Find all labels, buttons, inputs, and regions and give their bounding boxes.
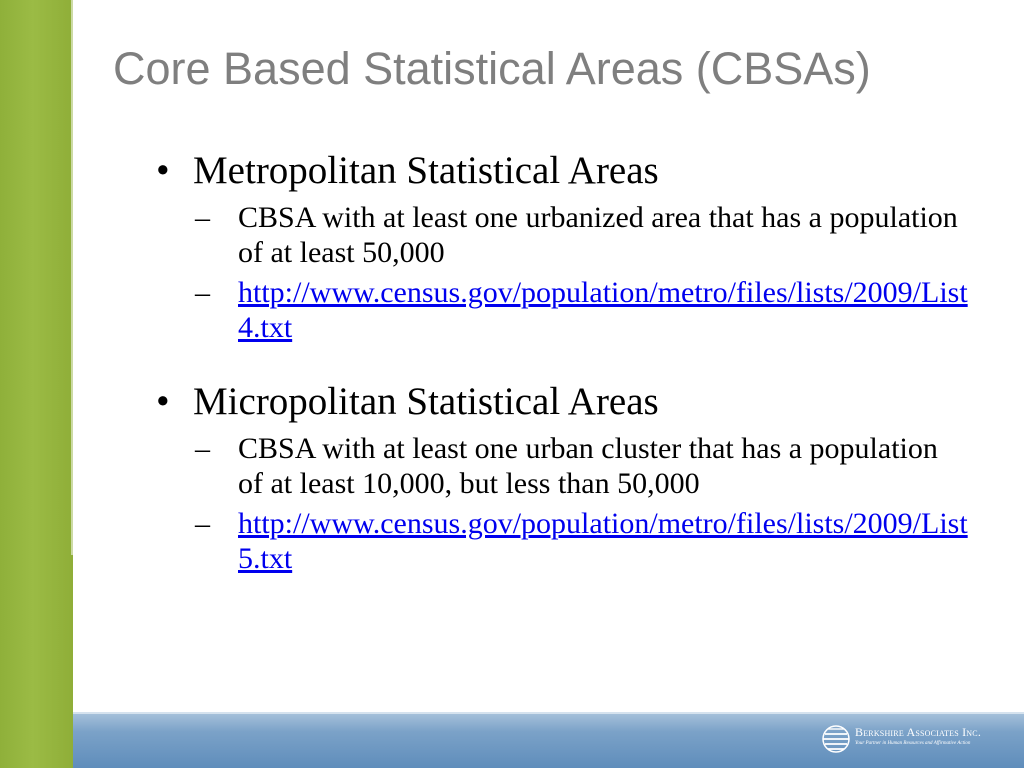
logo-tagline: Your Partner in Human Resources and Affirmative Action xyxy=(855,741,971,746)
bullet-metropolitan xyxy=(150,148,970,194)
bullet-text: Micropolitan Statistical Areas xyxy=(193,380,659,423)
footer-band xyxy=(73,712,1024,768)
sub-dash: – xyxy=(195,507,210,540)
sub-text: CBSA with at least one urbanized area that has a population of at least 50,000 xyxy=(238,201,958,269)
sub-text: CBSA with at least one urban cluster that has a population of at least 10,000, but less than 50,000 xyxy=(238,432,938,500)
logo-company-name: Berkshire Associates Inc. xyxy=(855,725,982,739)
bullet-dot: • xyxy=(156,149,170,192)
slide-content xyxy=(150,148,970,581)
micro-list-link[interactable]: http://www.census.gov/population/metro/files/lists/2009/List5.txt xyxy=(238,507,968,575)
company-logo xyxy=(821,722,1021,762)
sub-item-micropolitan-link xyxy=(195,506,970,576)
bullet-dot: • xyxy=(156,380,170,423)
metro-list-link[interactable]: http://www.census.gov/population/metro/files/lists/2009/List4.txt xyxy=(238,276,968,344)
sub-dash: – xyxy=(195,201,210,234)
sub-list-metropolitan xyxy=(150,200,970,345)
sub-list-micropolitan xyxy=(150,431,970,576)
sub-dash: – xyxy=(195,432,210,465)
footer-divider xyxy=(73,712,1024,714)
side-accent-bar xyxy=(0,0,73,768)
bullet-text: Metropolitan Statistical Areas xyxy=(193,149,659,192)
sub-item-micropolitan-definition xyxy=(195,431,970,501)
sub-item-metropolitan-link xyxy=(195,275,970,345)
sub-dash: – xyxy=(195,276,210,309)
globe-icon xyxy=(821,724,851,754)
bullet-micropolitan xyxy=(150,379,970,425)
side-accent-highlight xyxy=(71,0,74,555)
slide-title: Core Based Statistical Areas (CBSAs) xyxy=(113,43,871,94)
sub-item-metropolitan-definition xyxy=(195,200,970,270)
